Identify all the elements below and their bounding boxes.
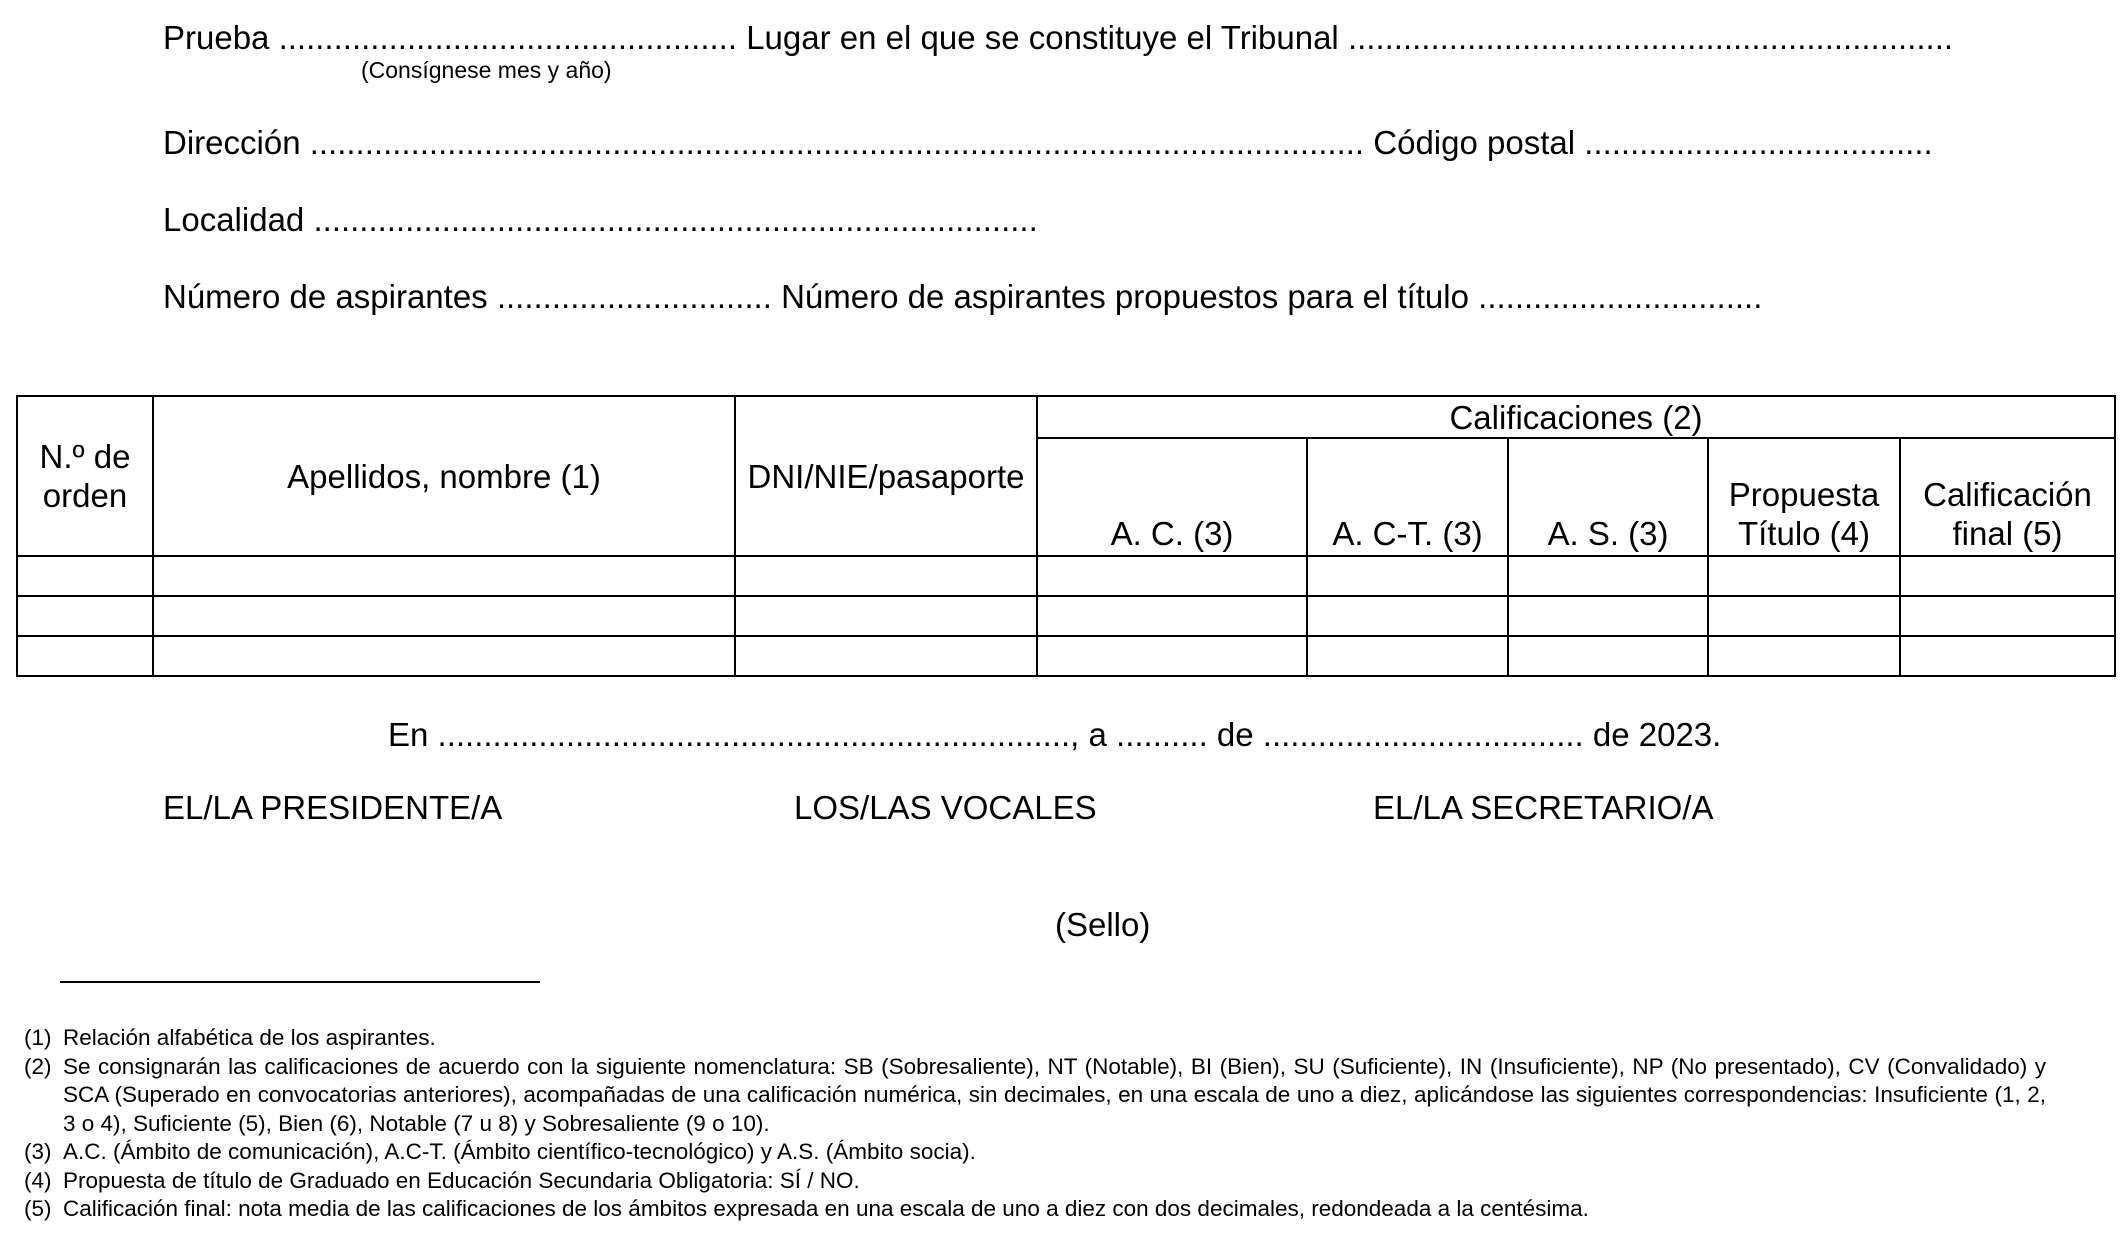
cell-ac[interactable] (1037, 556, 1307, 596)
lugar-dots: .................................................................. (1347, 19, 1954, 56)
footnote-4 (24, 1167, 2046, 1196)
cell-nombre[interactable] (153, 556, 735, 596)
direccion-line (163, 123, 1933, 163)
direccion-dots: ................................................................................................................... (309, 124, 1365, 161)
footnote-text: Relación alfabética de los aspirantes. (63, 1025, 436, 1050)
header-calificaciones: Calificaciones (2) (1037, 396, 2115, 438)
vocales-label: LOS/LAS VOCALES (794, 789, 1097, 826)
localidad-line (163, 200, 1038, 240)
header-orden: N.º de orden (17, 396, 153, 556)
table-row (17, 636, 2115, 676)
footnote-number: (5) (24, 1196, 52, 1221)
num-propuestos-dots: ............................... (1478, 278, 1763, 315)
cell-as[interactable] (1508, 596, 1708, 636)
calificaciones-table (16, 395, 2116, 677)
footnote-number: (4) (24, 1167, 52, 1193)
header-final: Calificación final (5) (1900, 438, 2115, 556)
presidente-label: EL/LA PRESIDENTE/A (163, 789, 503, 826)
localidad-dots: ............................................................................... (313, 201, 1038, 238)
cell-final[interactable] (1900, 596, 2115, 636)
cell-dni[interactable] (735, 636, 1037, 676)
header-as: A. S. (3) (1508, 438, 1708, 556)
footnote-3 (24, 1138, 2046, 1167)
header-nombre: Apellidos, nombre (1) (153, 396, 735, 556)
cell-act[interactable] (1307, 556, 1508, 596)
cell-ac[interactable] (1037, 596, 1307, 636)
cell-act[interactable] (1307, 596, 1508, 636)
cell-dni[interactable] (735, 596, 1037, 636)
cell-propuesta[interactable] (1708, 556, 1900, 596)
cell-final[interactable] (1900, 556, 2115, 596)
cell-as[interactable] (1508, 556, 1708, 596)
header-dni: DNI/NIE/pasaporte (735, 396, 1037, 556)
cell-orden[interactable] (17, 596, 153, 636)
header-ac: A. C. (3) (1037, 438, 1307, 556)
footnote-text: Calificación final: nota media de las calificaciones de los ámbitos expresada en una escala de uno a diez con dos decimales, redondeada a la centésima. (63, 1196, 1589, 1221)
prueba-line (163, 18, 1953, 58)
en-label: En (388, 716, 429, 753)
cell-act[interactable] (1307, 636, 1508, 676)
footnote-text: Se consignarán las calificaciones de acuerdo con la siguiente nomenclatura: SB (Sobresaliente), NT (Notable), BI (Bien), SU (Suficiente), IN (Insuficiente), NP (No presentado), CV (Convalidado) y SCA (Superado en convocatorias anteriores), acompañadas de una calificación numérica, sin decimales, en una escala de uno a diez, aplicándose las siguientes correspondencias: Insuficiente (1, 2, 3 o 4), Suficiente (5), Bien (6), Notable (7 u 8) y Sobresaliente (9 o 10). (63, 1053, 2046, 1136)
en-dots: ....................................................................., (437, 716, 1080, 753)
num-aspirantes-label: Número de aspirantes (163, 278, 488, 315)
footnote-1 (24, 1024, 2046, 1053)
codigo-postal-label: Código postal (1373, 124, 1576, 161)
direccion-label: Dirección (163, 124, 301, 161)
header-act: A. C-T. (3) (1307, 438, 1508, 556)
footnote-number: (2) (24, 1053, 52, 1079)
table-row (17, 556, 2115, 596)
localidad-label: Localidad (163, 201, 305, 238)
aspirantes-line (163, 277, 1762, 317)
prueba-label: Prueba (163, 19, 270, 56)
secretario-label: EL/LA SECRETARIO/A (1373, 789, 1714, 826)
table-row (17, 596, 2115, 636)
prueba-hint: (Consígnese mes y año) (361, 57, 612, 83)
footnote-text: A.C. (Ámbito de comunicación), A.C-T. (Ámbito científico-tecnológico) y A.S. (Ámbito socia). (63, 1139, 976, 1164)
prueba-dots: .................................................. (278, 19, 738, 56)
cell-final[interactable] (1900, 636, 2115, 676)
year-text: de 2023. (1592, 716, 1722, 753)
cell-as[interactable] (1508, 636, 1708, 676)
footnote-5 (24, 1195, 2046, 1224)
num-propuestos-label: Número de aspirantes propuestos para el título (781, 278, 1469, 315)
de-label: de (1216, 716, 1254, 753)
footnotes (24, 1024, 2046, 1224)
cell-dni[interactable] (735, 556, 1037, 596)
cell-nombre[interactable] (153, 636, 735, 676)
footnote-2 (24, 1053, 2046, 1139)
cell-propuesta[interactable] (1708, 596, 1900, 636)
a-label: a (1088, 716, 1107, 753)
footnote-number: (3) (24, 1139, 52, 1164)
num-aspirantes-dots: .............................. (496, 278, 772, 315)
cell-orden[interactable] (17, 636, 153, 676)
cell-nombre[interactable] (153, 596, 735, 636)
a-dots: .......... (1116, 716, 1208, 753)
place-date-line (388, 715, 1721, 755)
footnote-number: (1) (24, 1025, 52, 1050)
cell-propuesta[interactable] (1708, 636, 1900, 676)
lugar-label: Lugar en el que se constituye el Tribunal (746, 19, 1339, 56)
footnote-divider (60, 981, 540, 983)
sello-label: (Sello) (1055, 906, 1151, 943)
codigo-postal-dots: ...................................... (1584, 124, 1933, 161)
footnote-text: Propuesta de título de Graduado en Educación Secundaria Obligatoria: SÍ / NO. (63, 1167, 860, 1193)
cell-orden[interactable] (17, 556, 153, 596)
cell-ac[interactable] (1037, 636, 1307, 676)
de-dots: ................................... (1262, 716, 1584, 753)
header-propuesta: Propuesta Título (4) (1708, 438, 1900, 556)
